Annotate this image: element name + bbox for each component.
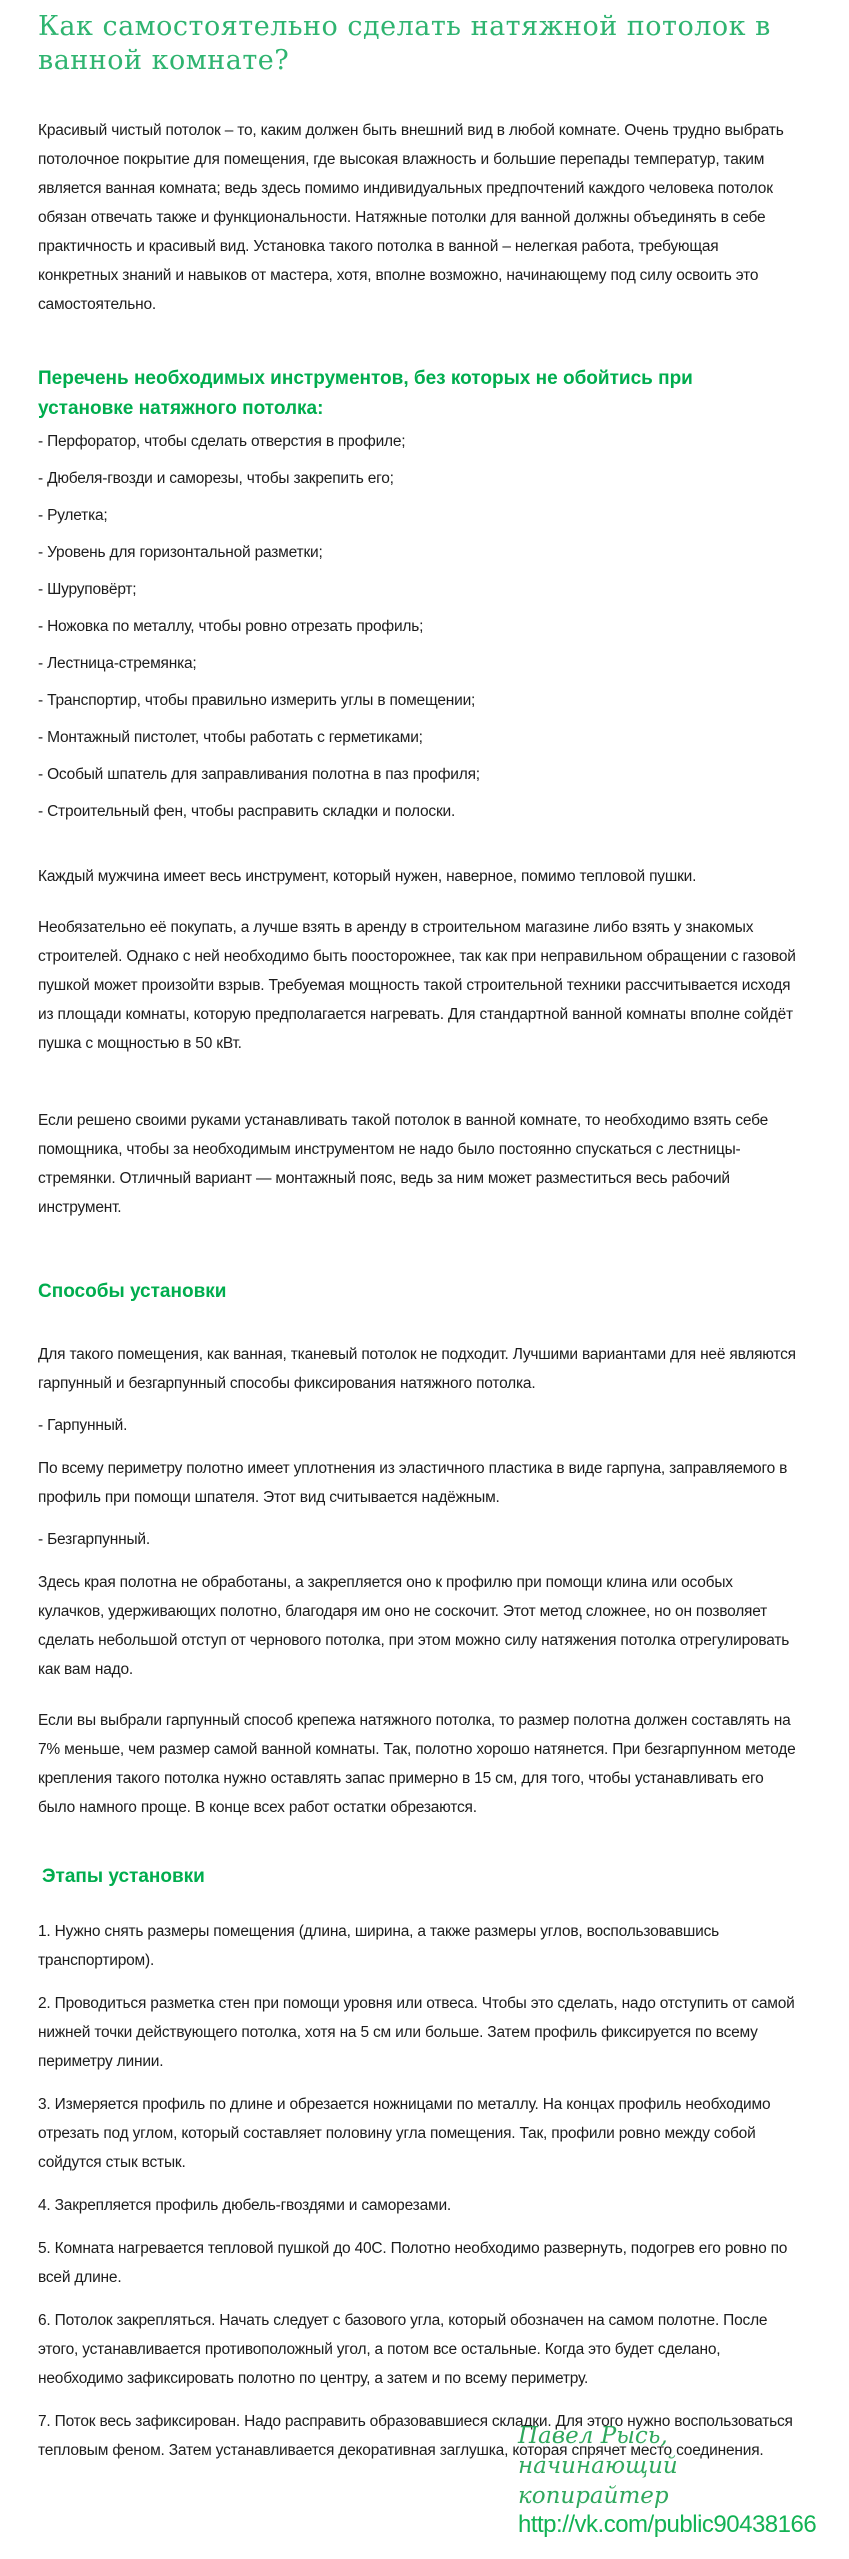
steps-section-heading: Этапы установки: [42, 1866, 205, 1887]
note-paragraph-rental: Необязательно её покупать, а лучше взять в аренду в строительном магазине либо взять у знакомых строителей. Однако с ней необходимо быть поосторожнее, так как при неправильном обращении с газовой пушкой может произойти взрыв. Требуемая мощность такой строительной техники рассчитывается исходя из площади комнаты, которую предполагается нагревать. Для стандартной ванной комнаты вполне сойдёт пушка с мощностью в 50 кВт.: [38, 919, 796, 1052]
step-item: 2. Проводиться разметка стен при помощи уровня или отвеса. Чтобы это сделать, надо отступить от самой нижней точки действующего потолка, хотя на 5 см или больше. Затем профиль фиксируется по всему периметру линии.: [38, 1995, 795, 2070]
tools-section-heading: Перечень необходимых инструментов, без которых не обойтись при установке натяжного потолка:: [38, 368, 693, 419]
tools-list: [38, 432, 801, 822]
step-item: 3. Измеряется профиль по длине и обрезается ножницами по металлу. На концах профиль необходимо отрезать под углом, который составляет половину угла помещения. Так, профили ровно между собой сойдутся стык встык.: [38, 2096, 771, 2171]
step-item: 7. Поток весь зафиксирован. Надо расправить образовавшиеся складки. Для этого нужно воспользоваться тепловым феном. Затем устанавливается декоративная заглушка, которая спрячет место соединения.: [38, 2413, 793, 2459]
tool-list-item: - Лестница-стремянка;: [38, 655, 197, 672]
tool-list-item: - Транспортир, чтобы правильно измерить углы в помещении;: [38, 692, 476, 709]
page-title: Как самостоятельно сделать натяжной потолок в ванной комнате?: [38, 11, 771, 76]
tool-list-item: - Рулетка;: [38, 507, 108, 524]
method-desc-harpoonless: Здесь края полотна не обработаны, а закрепляется оно к профилю при помощи клина или особых кулачков, удерживающих полотно, благодаря им оно не соскочит. Этот метод сложнее, но он позволяет сделать небольшой отступ от чернового потолка, при этом можно силу натяжения потолка отрегулировать как вам надо.: [38, 1574, 790, 1678]
method-label-harpoon: - Гарпунный.: [38, 1417, 128, 1434]
sizing-paragraph: Если вы выбрали гарпунный способ крепежа натяжного потолка, то размер полотна должен составлять на 7% меньше, чем размер самой ванной комнаты. Так, полотно хорошо натянется. При безгарпунном методе крепления такого потолка нужно оставлять запас примерно в 15 см, для того, чтобы устанавливать его было намного проще. В конце всех работ остатки обрезаются.: [38, 1712, 796, 1816]
methods-section-heading: Способы установки: [38, 1281, 227, 1302]
tool-list-item: - Дюбеля-гвозди и саморезы, чтобы закрепить его;: [38, 470, 394, 487]
author-signature: Павел Рысь, начинающий копирайтер: [518, 2423, 678, 2509]
methods-intro-paragraph: Для такого помещения, как ванная, тканевый потолок не подходит. Лучшими вариантами для неё являются гарпунный и безгарпунный способы фиксирования натяжного потолка.: [38, 1346, 796, 1392]
tool-list-item: - Строительный фен, чтобы расправить складки и полоски.: [38, 803, 456, 820]
steps-list: [38, 1917, 801, 2465]
step-item: 6. Потолок закрепляться. Начать следует с базового угла, который обозначен на самом полотне. После этого, устанавливается противоположный угол, а потом все остальные. Когда это будет сделано, необходимо зафиксировать полотно по центру, а затем и по всему периметру.: [38, 2312, 768, 2387]
tool-list-item: - Монтажный пистолет, чтобы работать с герметиками;: [38, 729, 423, 746]
note-paragraph-heat-gun: Каждый мужчина имеет весь инструмент, который нужен, наверное, помимо тепловой пушки.: [38, 868, 697, 885]
tool-list-item: - Особый шпатель для заправливания полотна в паз профиля;: [38, 766, 480, 783]
tool-list-item: - Ножовка по металлу, чтобы ровно отрезать профиль;: [38, 618, 424, 635]
step-item: 5. Комната нагревается тепловой пушкой до 40С. Полотно необходимо развернуть, подогрев его ровно по всей длине.: [38, 2240, 788, 2286]
note-paragraph-helper: Если решено своими руками устанавливать такой потолок в ванной комнате, то необходимо взять себе помощника, чтобы за необходимым инструментом не надо было постоянно спускаться с лестницы-стремянки. Отличный вариант — монтажный пояс, ведь за ним может разместиться весь рабочий инструмент.: [38, 1112, 768, 1216]
vk-public-url: http://vk.com/public90438166: [518, 2511, 817, 2538]
intro-paragraph: Красивый чистый потолок – то, каким должен быть внешний вид в любой комнате. Очень трудно выбрать потолочное покрытие для помещения, где высокая влажность и большие перепады температур, таким является ванная комната; ведь здесь помимо индивидуальных предпочтений каждого человека потолок обязан отвечать также и функциональности. Натяжные потолки для ванной должны объединять в себе практичность и красивый вид. Установка такого потолка в ванной – нелегкая работа, требующая конкретных знаний и навыков от мастера, хотя, вполне возможно, начинающему под силу освоить это самостоятельно.: [38, 122, 784, 313]
step-item: 4. Закрепляется профиль дюбель-гвоздями и саморезами.: [38, 2197, 452, 2214]
step-item: 1. Нужно снять размеры помещения (длина, ширина, а также размеры углов, воспользовавшись транспортиром).: [38, 1923, 720, 1969]
tool-list-item: - Перфоратор, чтобы сделать отверстия в профиле;: [38, 433, 406, 450]
tool-list-item: - Шуруповёрт;: [38, 581, 137, 598]
tool-list-item: - Уровень для горизонтальной разметки;: [38, 544, 323, 561]
method-label-harpoonless: - Безгарпунный.: [38, 1531, 150, 1548]
method-desc-harpoon: По всему периметру полотно имеет уплотнения из эластичного пластика в виде гарпуна, заправляемого в профиль при помощи шпателя. Этот вид считывается надёжным.: [38, 1460, 788, 1506]
